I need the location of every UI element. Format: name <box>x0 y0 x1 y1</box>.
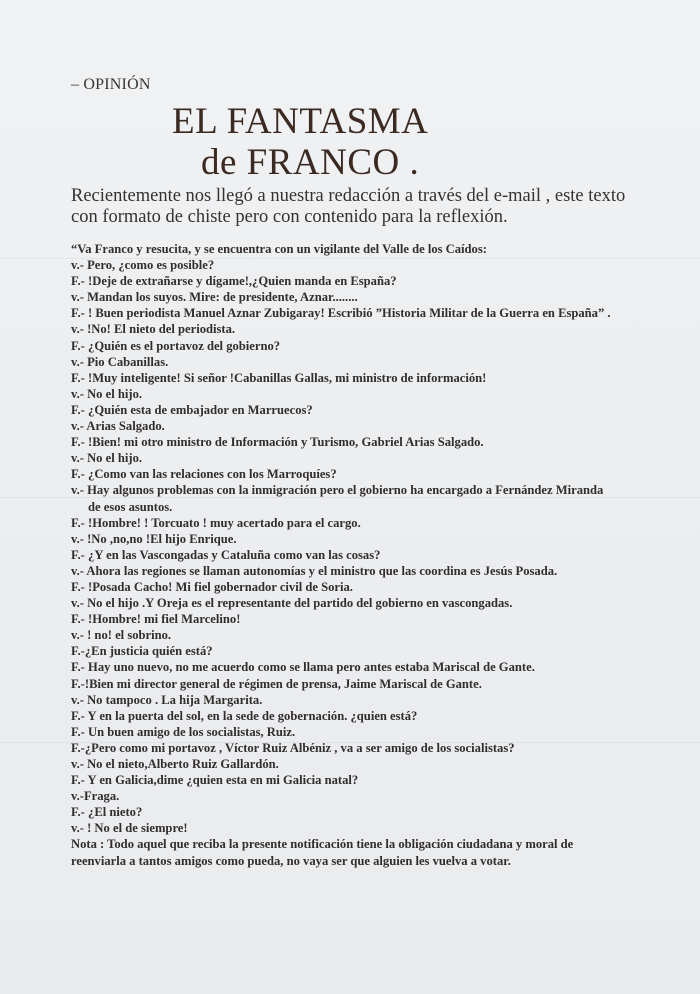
dialogue-line: F.- !Hombre! ! Torcuato ! muy acertado para el cargo. <box>71 515 361 530</box>
dialogue-line: v.- Hay algunos problemas con la inmigración pero el gobierno ha encargado a Fernández Miranda <box>71 483 604 498</box>
dialogue-line: F.-!Bien mi director general de régimen de prensa, Jaime Mariscal de Gante. <box>71 676 482 691</box>
dialogue-line: v.- No el nieto,Alberto Ruiz Gallardón. <box>71 757 279 771</box>
dialogue-line: F.- !Deje de extrañarse y dígame!,¿Quien manda en España? <box>71 274 397 289</box>
dialogue-line: “Va Franco y resucita, y se encuentra con un vigilante del Valle de los Caídos: <box>71 242 487 256</box>
dialogue-line: v.- Pio Cabanillas. <box>71 354 169 369</box>
dialogue-line: v.- Ahora las regiones se llaman autonomías y el ministro que las coordina es Jesús Posada. <box>71 563 558 578</box>
dialogue-line: F.-¿En justicia quién está? <box>71 644 213 659</box>
dialogue-line: v.- ! no! el sobrino. <box>71 628 172 643</box>
dialogue-line: v.- Pero, ¿como es posible? <box>71 258 215 273</box>
dialogue-line: F.- Y en la puerta del sol, en la sede de gobernación. ¿quien está? <box>71 708 418 723</box>
dialogue-line: v.- Arias Salgado. <box>71 419 165 434</box>
dialogue-line: F.- ¿El nieto? <box>71 805 143 820</box>
dialogue-line: F.- Y en Galicia,dime ¿quien esta en mi Galicia natal? <box>71 773 359 788</box>
note-line: reenviarla a tantos amigos como pueda, no vaya ser que alguien les vuelva a votar. <box>71 853 511 868</box>
dialogue-line: v.- ! No el de siempre! <box>71 821 188 836</box>
dialogue-line: v.- Mandan los suyos. Mire: de presidente, Aznar........ <box>71 290 358 305</box>
dialogue-line: F.-¿Pero como mi portavoz , Víctor Ruiz Albéniz , va a ser amigo de los socialistas? <box>71 740 515 755</box>
dialogue-line: F.- Un buen amigo de los socialistas, Ruiz. <box>71 724 296 739</box>
dialogue-line: v.- No tampoco . La hija Margarita. <box>71 692 263 707</box>
dialogue-line: F.- ¿Quién esta de embajador en Marruecos? <box>71 402 313 417</box>
dialogue-line: F.- !Posada Cacho! Mi fiel gobernador civil de Soria. <box>71 579 353 594</box>
dialogue-line: v.- No el hijo. <box>71 451 143 466</box>
intro-paragraph <box>71 186 671 228</box>
dialogue-line: F.- ¿Quién es el portavoz del gobierno? <box>71 338 281 353</box>
intro-line: con formato de chiste pero con contenido para la reflexión. <box>71 207 508 227</box>
dialogue-line: de esos asuntos. <box>88 499 173 514</box>
dialogue-line: v.- No el hijo. <box>71 386 143 401</box>
dialogue-line: F.- !Bien! mi otro ministro de Información y Turismo, Gabriel Arias Salgado. <box>71 435 484 450</box>
headline-line-2: de FRANCO . <box>201 142 420 183</box>
dialogue-line: v.- !No ,no,no !El hijo Enrique. <box>71 531 237 546</box>
dialogue-line: F.- Hay uno nuevo, no me acuerdo como se llama pero antes estaba Mariscal de Gante. <box>71 660 535 675</box>
dialogue-line: v.-Fraga. <box>71 789 120 804</box>
dialogue-line: F.- ¿Como van las relaciones con los Marroquíes? <box>71 467 337 482</box>
dialogue-line: v.- !No! El nieto del periodista. <box>71 322 236 337</box>
dialogue-text <box>71 241 671 869</box>
dialogue-line: F.- ! Buen periodista Manuel Aznar Zubigaray! Escribió ”Historia Militar de la Guerra en España” . <box>71 306 611 321</box>
intro-line: Recientemente nos llegó a nuestra redacción a través del e-mail , este texto <box>71 186 626 206</box>
dialogue-line: F.- ¿Y en las Vascongadas y Cataluña como van las cosas? <box>71 547 381 562</box>
note-line: Nota : Todo aquel que reciba la presente notificación tiene la obligación ciudadana y moral de <box>71 837 574 852</box>
dialogue-line: F.- !Muy inteligente! Si señor !Cabanillas Gallas, mi ministro de información! <box>71 370 487 385</box>
dialogue-line: F.- !Hombre! mi fiel Marcelino! <box>71 612 241 627</box>
dialogue-line: v.- No el hijo .Y Oreja es el representante del partido del gobierno en vascongadas. <box>71 596 513 611</box>
headline-line-1: EL FANTASMA <box>172 101 429 142</box>
section-label: – OPINIÓN <box>71 76 151 93</box>
